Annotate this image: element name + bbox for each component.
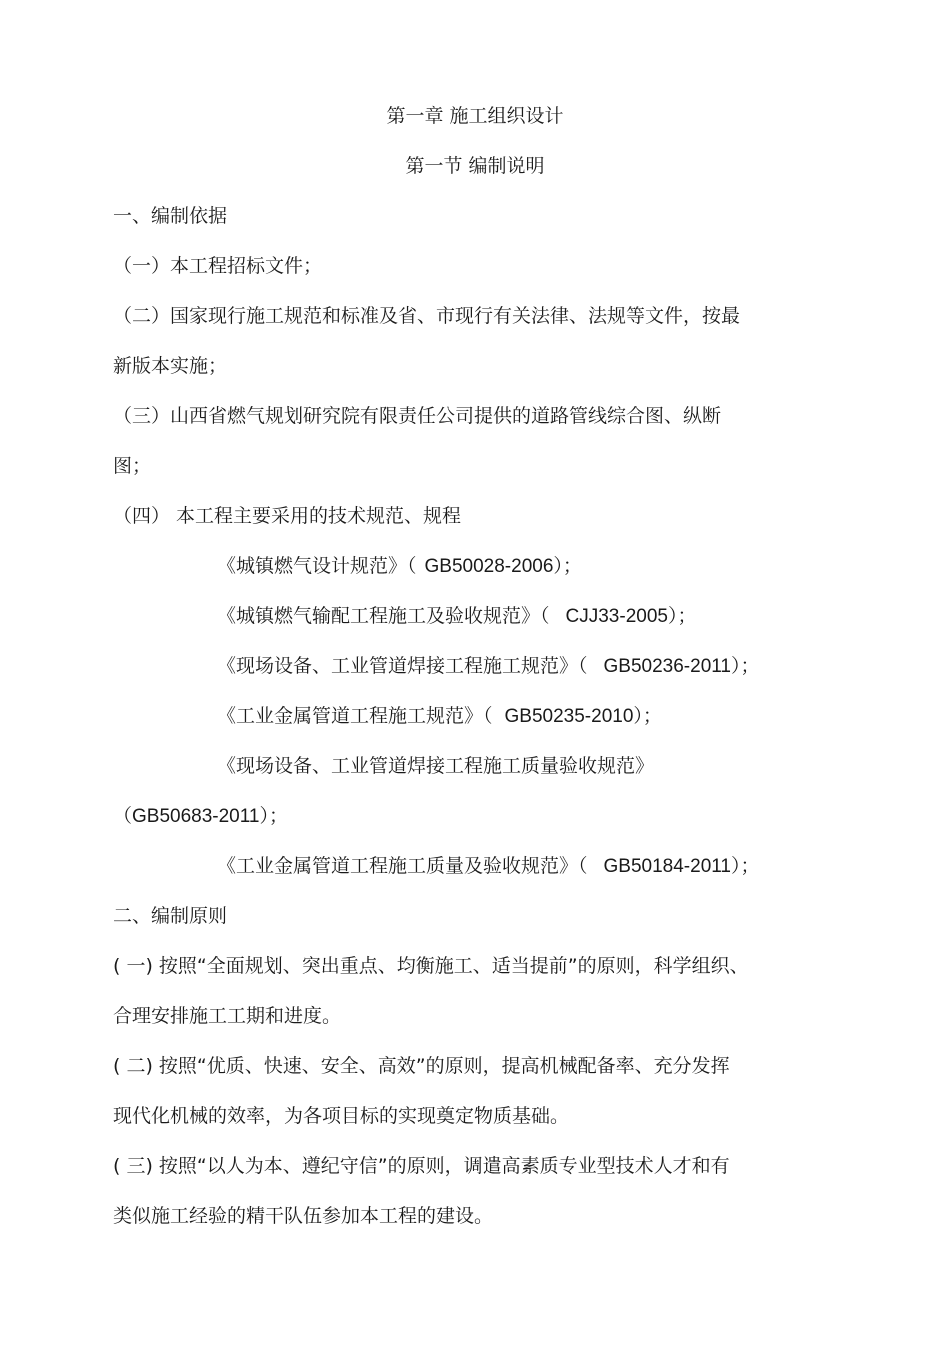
standard-item [217,703,662,730]
standard-code: GB50236-2011 [603,656,731,677]
chapter-title: 第一章 施工组织设计 [386,105,564,127]
section-title: 第一节 编制说明 [405,155,545,177]
standard-item-line1: 《现场设备、工业管道焊接工程施工质量验收规范》 [217,755,655,777]
principle-2-line2: 现代化机械的效率，为各项目标的实现奠定物质基础。 [113,1105,570,1127]
standard-name: 《城镇燃气输配工程施工及验收规范》（ [217,605,550,627]
standard-tail: ）； [259,805,288,827]
basis-item-4: （四） 本工程主要采用的技术规范、规程 [113,505,462,527]
standard-tail: ）； [553,555,582,577]
standard-tail: ）； [633,705,662,727]
standard-name: 《城镇燃气设计规范》（ [217,555,417,577]
heading-principles: 二、编制原则 [113,905,228,927]
standard-tail: ）； [731,655,760,677]
heading-basis: 一、编制依据 [113,205,228,227]
standard-item [217,603,696,630]
basis-item-2-line2: 新版本实施； [113,355,228,377]
standard-code: （GB50683-2011 [113,806,260,827]
standard-name: 《工业金属管道工程施工规范》（ [217,705,493,727]
standard-name: 《现场设备、工业管道焊接工程施工规范》（ [217,655,588,677]
standard-code: GB50235-2010 [504,706,634,727]
standard-item [217,653,760,680]
standard-item [217,553,582,580]
basis-item-3-line1: （三）山西省燃气规划研究院有限责任公司提供的道路管线综合图、纵断 [113,405,722,427]
basis-item-1: （一）本工程招标文件； [113,255,323,277]
standard-tail: ）； [731,855,760,877]
standard-item-line2 [113,803,288,830]
standard-name: 《工业金属管道工程施工质量及验收规范》（ [217,855,588,877]
standard-code: GB50028-2006 [424,556,554,577]
basis-item-2-line1: （二）国家现行施工规范和标准及省、市现行有关法律、法规等文件，按最 [113,305,741,327]
basis-item-3-line2: 图； [113,455,152,477]
principle-1-line2: 合理安排施工工期和进度。 [113,1005,342,1027]
principle-3-line2: 类似施工经验的精干队伍参加本工程的建设。 [113,1205,494,1227]
principle-2-line1: ( 二) 按照“优质、快速、安全、高效”的原则，提高机械配备率、充分发挥 [113,1055,730,1077]
principle-1-line1: ( 一) 按照“全面规划、突出重点、均衡施工、适当提前”的原则，科学组织、 [113,955,749,977]
standard-code: GB50184-2011 [603,856,731,877]
standard-code: CJJ33-2005 [565,606,668,627]
principle-3-line1: ( 三) 按照“以人为本、遵纪守信”的原则，调遣高素质专业型技术人才和有 [113,1155,730,1177]
standard-tail: ）； [667,605,697,627]
standard-item [217,853,760,880]
